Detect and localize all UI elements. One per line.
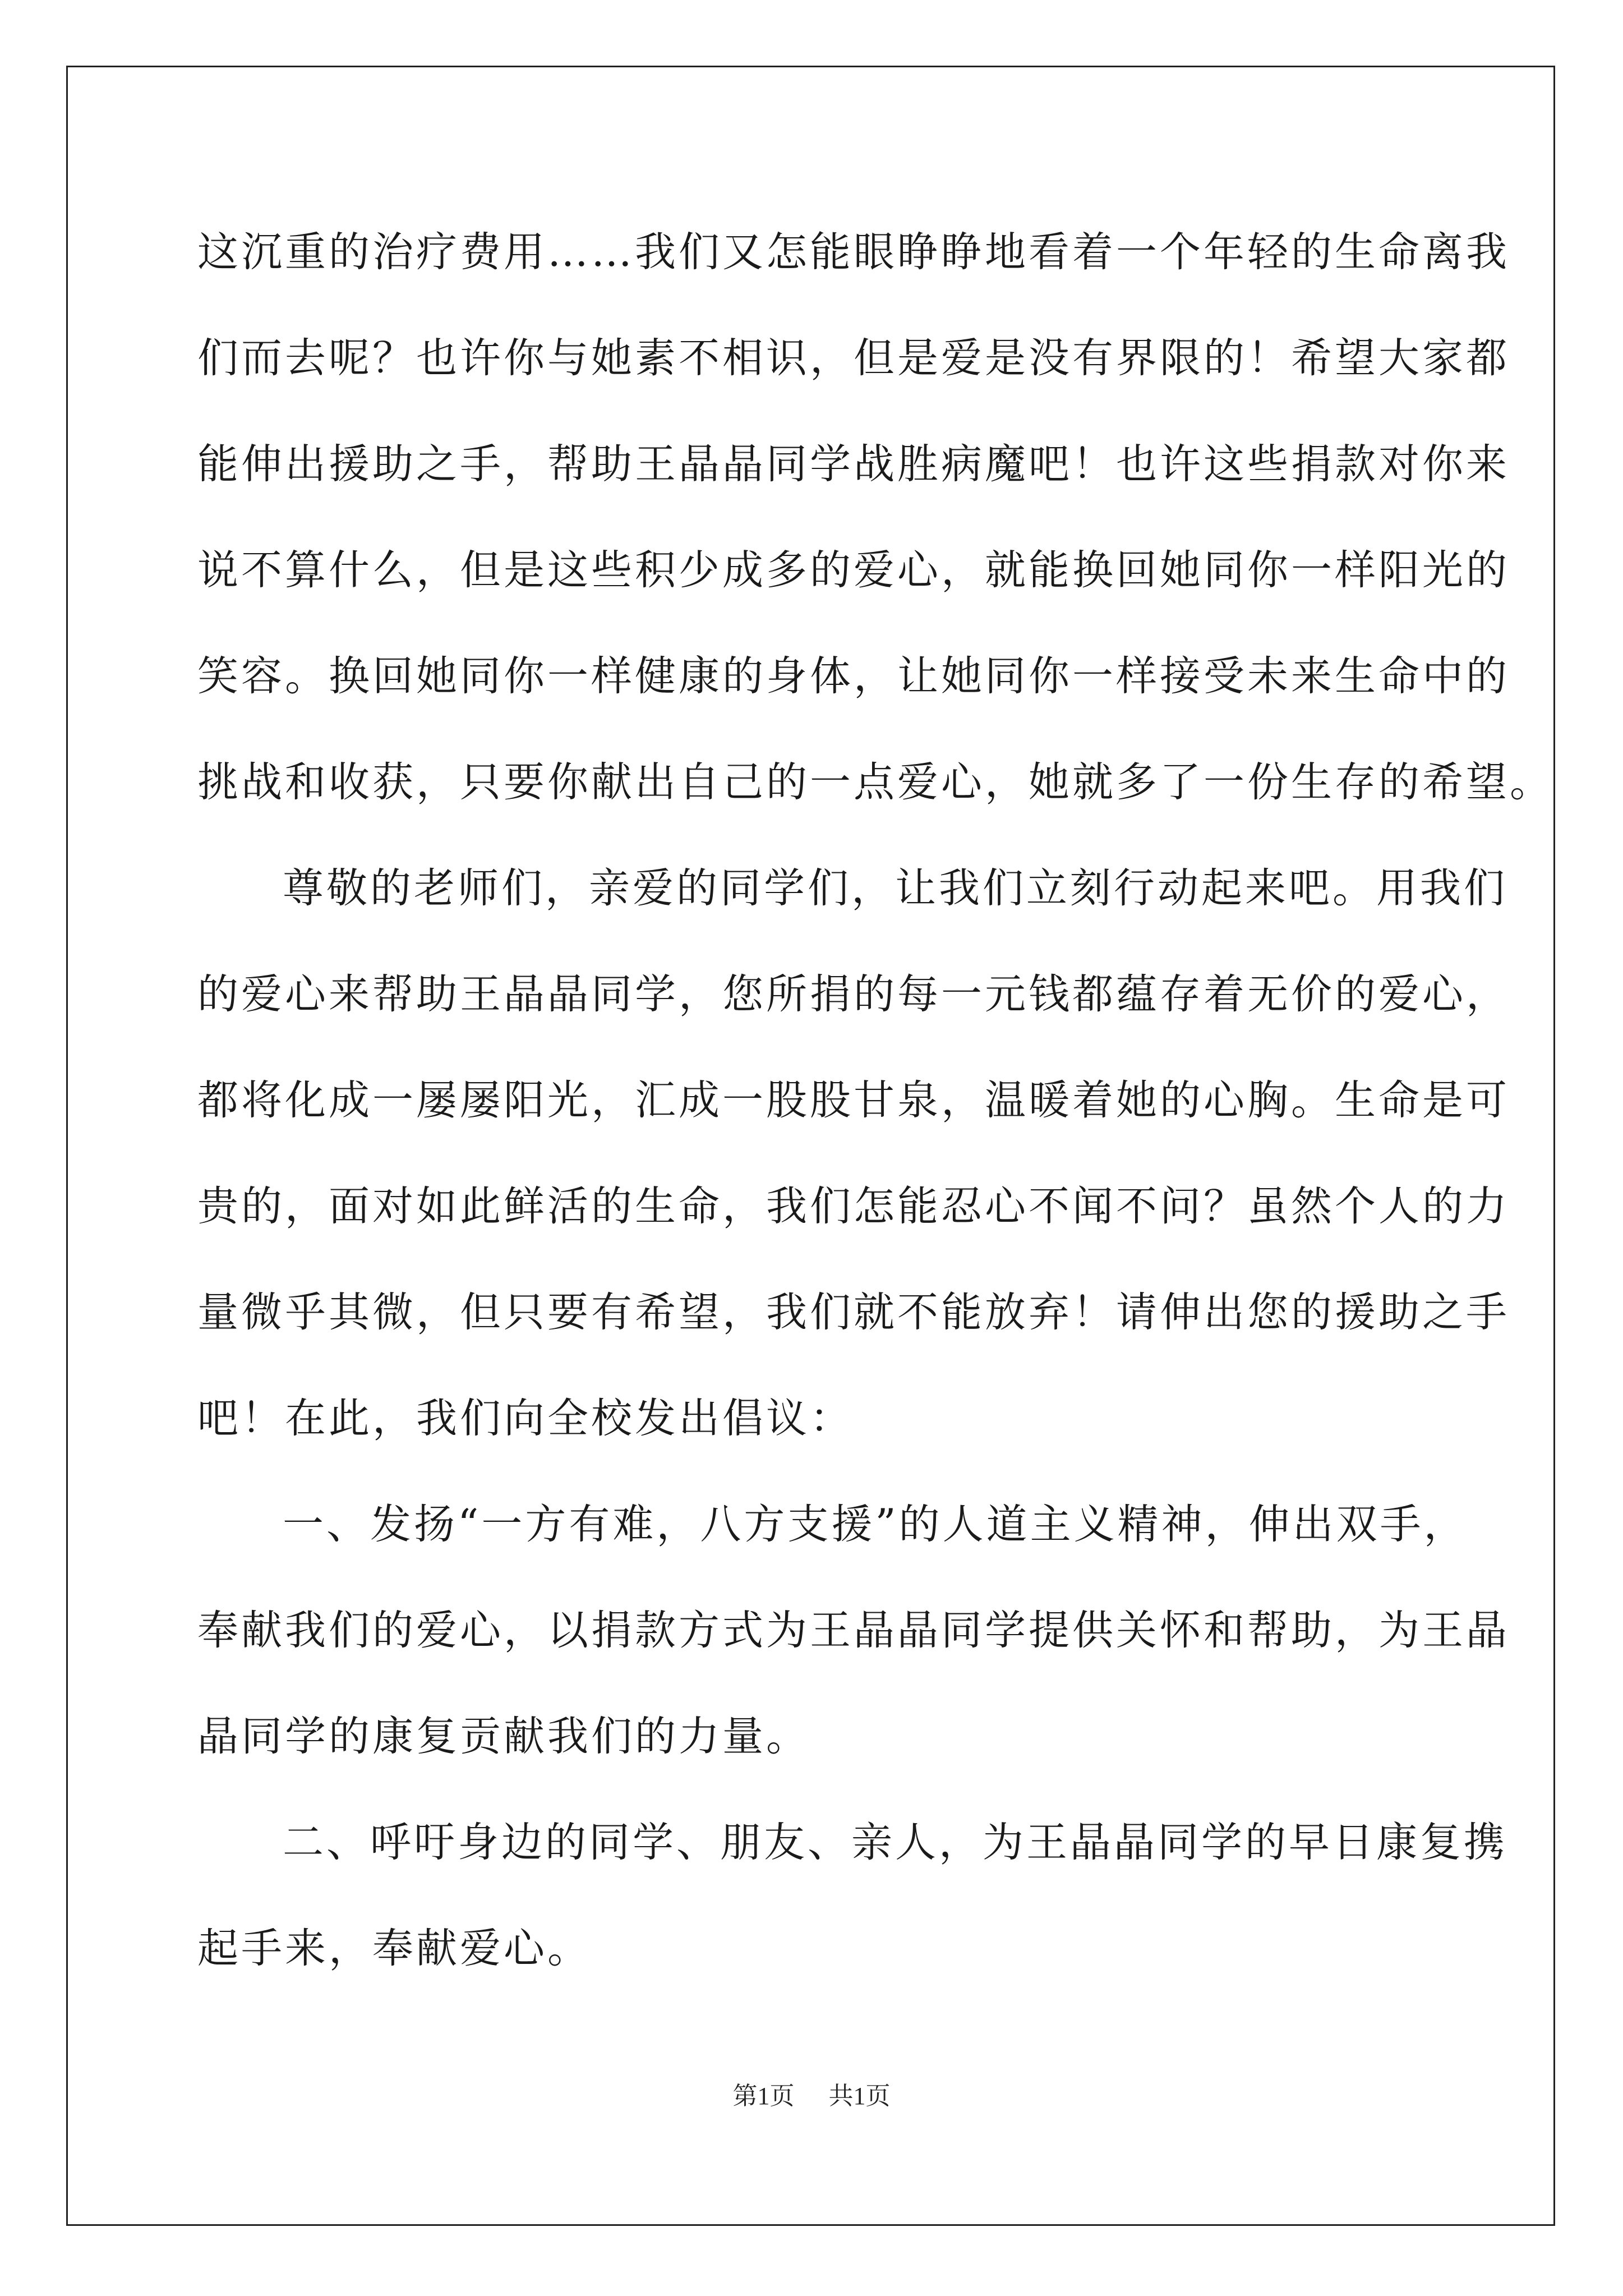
text-line: 二、呼吁身边的同学、朋友、亲人，为王晶晶同学的早日康复携: [283, 1819, 1507, 1866]
paragraph: [197, 1789, 1507, 2001]
text-line: 奉献我们的爱心，以捐款方式为王晶晶同学提供关怀和帮助，为王晶: [197, 1607, 1510, 1654]
text-line: 晶同学的康复贡献我们的力量。: [197, 1713, 810, 1760]
text-line: 量微乎其微，但只要有希望，我们就不能放弃！请伸出您的援助之手: [197, 1289, 1510, 1336]
text-line: 一、发扬“一方有难，八方支援”的人道主义精神，伸出双手，: [283, 1501, 1468, 1548]
text-line: 贵的，面对如此鲜活的生命，我们怎能忍心不闻不问？虽然个人的力: [197, 1182, 1510, 1230]
text-line: 挑战和收获，只要你献出自己的一点爱心，她就多了一份生存的希望。: [197, 758, 1553, 806]
paragraph: [197, 835, 1510, 1471]
text-line: 能伸出援助之手，帮助王晶晶同学战胜病魔吧！也许这些捐款对你来: [197, 440, 1510, 488]
text-line: 的爱心来帮助王晶晶同学，您所捐的每一元钱都蕴存着无价的爱心，: [197, 970, 1510, 1018]
page-footer: [0, 2076, 1623, 2111]
page-number: 第1页: [732, 2082, 795, 2110]
paragraph: [197, 199, 1553, 835]
text-line: 这沉重的治疗费用……我们又怎能眼睁睁地看着一个年轻的生命离我: [197, 228, 1510, 276]
text-line: 说不算什么，但是这些积少成多的爱心，就能换回她同你一样阳光的: [197, 546, 1510, 594]
text-line: 都将化成一屡屡阳光，汇成一股股甘泉，温暖着她的心胸。生命是可: [197, 1076, 1510, 1124]
paragraph: [197, 1471, 1510, 1789]
document-body: [197, 199, 1553, 2001]
text-line: 起手来，奉献爱心。: [197, 1925, 591, 1972]
page-total: 共1页: [828, 2082, 891, 2110]
text-line: 尊敬的老师们，亲爱的同学们，让我们立刻行动起来吧。用我们: [283, 864, 1507, 912]
text-line: 笑容。换回她同你一样健康的身体，让她同你一样接受未来生命中的: [197, 652, 1510, 700]
text-line: 吧！在此，我们向全校发出倡议：: [197, 1395, 854, 1442]
text-line: 们而去呢？也许你与她素不相识，但是爱是没有界限的！希望大家都: [197, 334, 1510, 382]
